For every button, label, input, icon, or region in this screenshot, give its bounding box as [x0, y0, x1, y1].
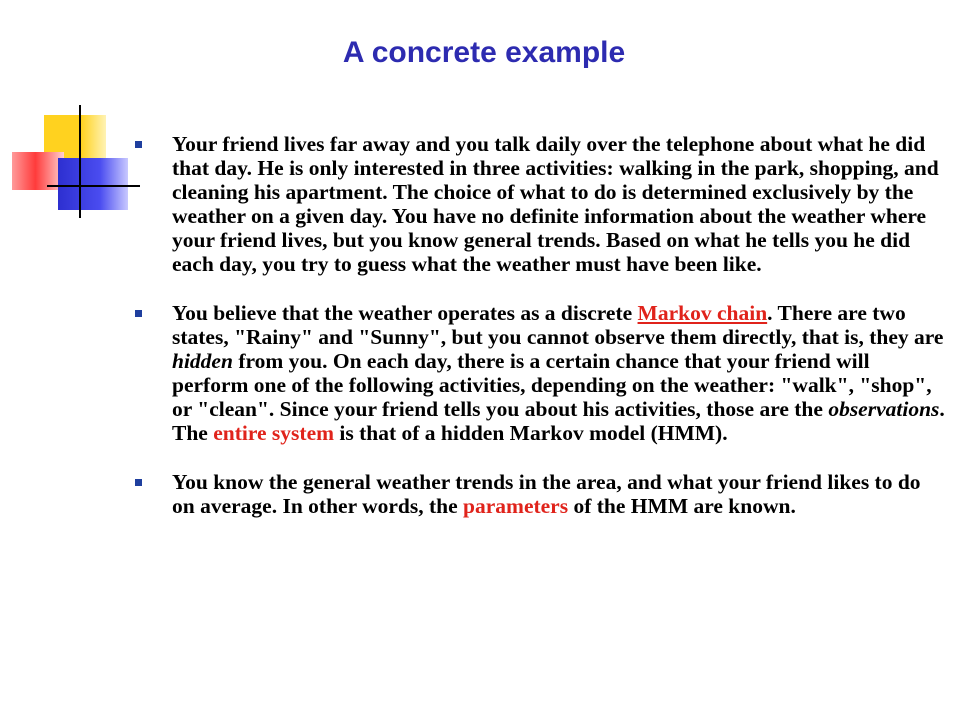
- bullet-text: . The: [172, 397, 945, 445]
- bullet-marker: [135, 479, 142, 486]
- bullet-marker: [135, 310, 142, 317]
- bullet-text: . There are two states, "Rainy" and "Sunny", but you cannot observe them directly, that is, they are: [172, 301, 944, 349]
- highlight-text: parameters: [463, 494, 569, 518]
- bullet-item: [132, 470, 947, 518]
- bullet-text: You believe that the weather operates as a discrete: [172, 301, 638, 325]
- blue-square: [58, 158, 128, 210]
- bullet-list: [132, 132, 947, 543]
- slide-title: A concrete example: [342, 36, 626, 69]
- bullet-item: [132, 301, 947, 445]
- bullet-text: of the HMM are known.: [568, 494, 796, 518]
- bullet-text: is that of a hidden Markov model (HMM).: [334, 421, 728, 445]
- bullet-text: from you. On each day, there is a certain chance that your friend will perform one of the following activities, depending on the weather: "walk", "shop", or "clean". Since your friend tells you about his activities, those are the: [172, 349, 932, 421]
- emphasis-text: hidden: [172, 349, 233, 373]
- bullet-marker: [135, 141, 142, 148]
- highlight-text: entire system: [213, 421, 335, 445]
- markov-chain-link[interactable]: Markov chain: [637, 301, 768, 325]
- decorative-squares: [0, 100, 140, 220]
- bullet-text: You know the general weather trends in the area, and what your friend likes to do on average. In other words, the: [172, 470, 921, 518]
- bullet-text: Your friend lives far away and you talk daily over the telephone about what he did that day. He is only interested in three activities: walking in the park, shopping, and cleaning his apartment. The choice of what to do is determined exclusively by the weather on a given day. You have no definite information about the weather where your friend lives, but you know general trends. Based on what he tells you he did each day, you try to guess what the weather must have been like.: [172, 132, 939, 276]
- red-square: [12, 152, 64, 190]
- bullet-item: [132, 132, 947, 276]
- emphasis-text: observations: [828, 397, 940, 421]
